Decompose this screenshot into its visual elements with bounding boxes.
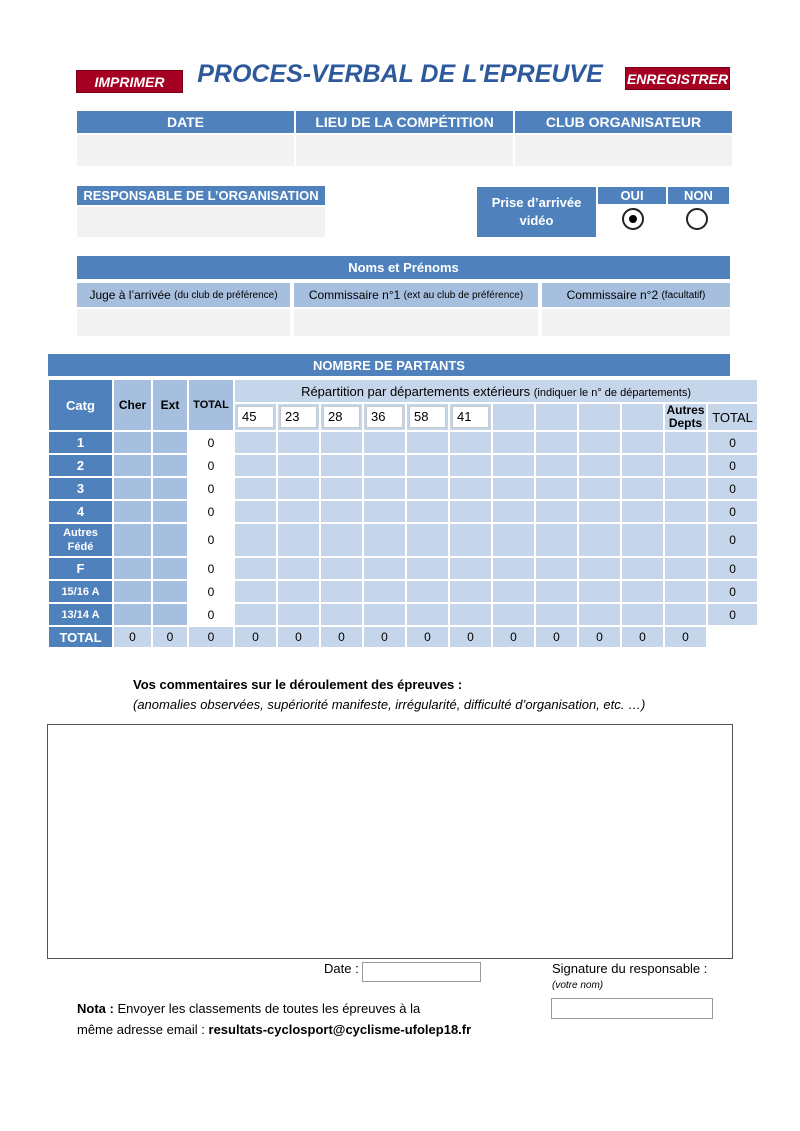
dept-count-cell[interactable] bbox=[664, 523, 707, 557]
dept-input[interactable] bbox=[492, 403, 535, 431]
dept-count-cell[interactable] bbox=[234, 500, 277, 523]
total-cell: 0 bbox=[449, 626, 492, 648]
dept-count-cell[interactable] bbox=[492, 580, 535, 603]
dept-count-cell[interactable] bbox=[277, 454, 320, 477]
dept-count-cell[interactable] bbox=[320, 477, 363, 500]
row-total2-cell: 0 bbox=[707, 431, 758, 454]
row-category: 1 bbox=[48, 431, 113, 454]
row-total-cell: 0 bbox=[188, 454, 234, 477]
repartition-label bbox=[234, 379, 758, 403]
ext-cell[interactable] bbox=[152, 500, 188, 523]
dept-count-cell[interactable] bbox=[406, 500, 449, 523]
dept-input[interactable]: 36 bbox=[366, 406, 403, 428]
col-total: TOTAL bbox=[188, 379, 234, 431]
col-total2: TOTAL bbox=[707, 403, 758, 431]
dept-count-cell[interactable] bbox=[234, 477, 277, 500]
dept-count-cell[interactable] bbox=[535, 523, 578, 557]
dept-count-cell[interactable] bbox=[406, 523, 449, 557]
video-label-line1: Prise d’arrivée bbox=[491, 195, 582, 210]
dept-count-cell[interactable] bbox=[277, 580, 320, 603]
ext-cell[interactable] bbox=[152, 557, 188, 580]
cher-cell[interactable] bbox=[113, 557, 152, 580]
total-cell: 0 bbox=[578, 626, 621, 648]
row-category: 13/14 A bbox=[48, 603, 113, 626]
dept-count-cell[interactable] bbox=[492, 500, 535, 523]
cher-cell[interactable] bbox=[113, 580, 152, 603]
dept-input[interactable]: 45 bbox=[237, 406, 274, 428]
cher-cell[interactable] bbox=[113, 603, 152, 626]
comm1-input[interactable] bbox=[294, 309, 538, 336]
ext-cell[interactable] bbox=[152, 580, 188, 603]
dept-count-cell[interactable] bbox=[449, 500, 492, 523]
row-total2-cell: 0 bbox=[707, 500, 758, 523]
dept-count-cell[interactable] bbox=[535, 431, 578, 454]
total-cell: 0 bbox=[492, 626, 535, 648]
row-total2-cell: 0 bbox=[707, 523, 758, 557]
ext-cell[interactable] bbox=[152, 603, 188, 626]
save-button[interactable]: ENREGISTRER bbox=[625, 67, 730, 90]
comm2-input[interactable] bbox=[542, 309, 730, 336]
video-label bbox=[477, 187, 596, 237]
club-input[interactable] bbox=[515, 135, 732, 166]
dept-count-cell[interactable] bbox=[449, 603, 492, 626]
dept-count-cell[interactable] bbox=[406, 477, 449, 500]
dept-count-cell[interactable] bbox=[277, 500, 320, 523]
row-total2-cell: 0 bbox=[707, 580, 758, 603]
row-total-cell: 0 bbox=[188, 580, 234, 603]
dept-count-cell[interactable] bbox=[621, 454, 664, 477]
row-category: F bbox=[48, 557, 113, 580]
nota-text1: Envoyer les classements de toutes les épreuves à la bbox=[117, 1001, 421, 1016]
footer-date-label: Date : bbox=[324, 961, 359, 976]
col-catg: Catg bbox=[48, 379, 113, 431]
dept-input[interactable] bbox=[578, 403, 621, 431]
dept-count-cell[interactable] bbox=[277, 431, 320, 454]
total-cell: 0 bbox=[152, 626, 188, 648]
dept-count-cell[interactable] bbox=[492, 431, 535, 454]
table-row bbox=[48, 557, 758, 580]
dept-count-cell[interactable] bbox=[363, 603, 406, 626]
dept-count-cell[interactable] bbox=[535, 500, 578, 523]
dept-count-cell[interactable] bbox=[578, 580, 621, 603]
ext-cell[interactable] bbox=[152, 523, 188, 557]
total-row-label: TOTAL bbox=[48, 626, 113, 648]
dept-count-cell[interactable] bbox=[277, 557, 320, 580]
ext-cell[interactable] bbox=[152, 477, 188, 500]
dept-count-cell[interactable] bbox=[320, 431, 363, 454]
dept-count-cell[interactable] bbox=[664, 580, 707, 603]
total-cell: 0 bbox=[113, 626, 152, 648]
video-non-radio[interactable] bbox=[686, 208, 708, 230]
dept-count-cell[interactable] bbox=[320, 500, 363, 523]
dept-count-cell[interactable] bbox=[535, 557, 578, 580]
autres-depts-line1: Autres bbox=[666, 403, 705, 417]
dept-count-cell[interactable] bbox=[621, 500, 664, 523]
dept-count-cell[interactable] bbox=[578, 477, 621, 500]
dept-count-cell[interactable] bbox=[234, 603, 277, 626]
footer-date-input[interactable] bbox=[362, 962, 481, 982]
dept-count-cell[interactable] bbox=[664, 454, 707, 477]
dept-count-cell[interactable] bbox=[621, 557, 664, 580]
total-row bbox=[48, 626, 758, 648]
responsable-header: RESPONSABLE DE L’ORGANISATION bbox=[77, 186, 325, 205]
ext-cell[interactable] bbox=[152, 431, 188, 454]
dept-count-cell[interactable] bbox=[492, 454, 535, 477]
dept-count-cell[interactable] bbox=[363, 580, 406, 603]
dept-input[interactable] bbox=[621, 403, 664, 431]
club-header: CLUB ORGANISATEUR bbox=[515, 111, 732, 133]
row-category: 2 bbox=[48, 454, 113, 477]
total-cell: 0 bbox=[234, 626, 277, 648]
table-row bbox=[48, 431, 758, 454]
dept-count-cell[interactable] bbox=[449, 454, 492, 477]
row-total-cell: 0 bbox=[188, 523, 234, 557]
partants-header: NOMBRE DE PARTANTS bbox=[48, 354, 730, 376]
responsable-input[interactable] bbox=[77, 207, 325, 237]
row-total2-cell: 0 bbox=[707, 454, 758, 477]
row-total-cell: 0 bbox=[188, 431, 234, 454]
date-header: DATE bbox=[77, 111, 294, 133]
dept-input[interactable]: 41 bbox=[452, 406, 489, 428]
nota-label: Nota : bbox=[77, 1001, 114, 1016]
table-row bbox=[48, 477, 758, 500]
signature-note: (votre nom) bbox=[552, 980, 604, 991]
dept-count-cell[interactable] bbox=[621, 477, 664, 500]
signature-input[interactable] bbox=[551, 998, 713, 1019]
nota-block bbox=[77, 998, 471, 1040]
repartition-label-text: Répartition par départements extérieurs bbox=[301, 383, 531, 399]
dept-count-cell[interactable] bbox=[320, 523, 363, 557]
dept-count-cell[interactable] bbox=[621, 580, 664, 603]
total-cell: 0 bbox=[188, 626, 234, 648]
dept-count-cell[interactable] bbox=[277, 477, 320, 500]
dept-input[interactable]: 58 bbox=[409, 406, 446, 428]
cher-cell[interactable] bbox=[113, 523, 152, 557]
comm1-label-text: Commissaire n°1 bbox=[308, 288, 401, 302]
dept-count-cell[interactable] bbox=[578, 500, 621, 523]
row-total2-cell: 0 bbox=[707, 477, 758, 500]
dept-count-cell[interactable] bbox=[406, 431, 449, 454]
dept-count-cell[interactable] bbox=[277, 523, 320, 557]
ext-cell[interactable] bbox=[152, 454, 188, 477]
dept-count-cell[interactable] bbox=[492, 603, 535, 626]
nota-text2: même adresse email : bbox=[77, 1022, 205, 1037]
dept-count-cell[interactable] bbox=[449, 557, 492, 580]
dept-count-cell[interactable] bbox=[492, 523, 535, 557]
cher-cell[interactable] bbox=[113, 477, 152, 500]
dept-count-cell[interactable] bbox=[578, 557, 621, 580]
col-cher: Cher bbox=[113, 379, 152, 431]
total-cell: 0 bbox=[320, 626, 363, 648]
table-row bbox=[48, 523, 758, 557]
comm2-label-note: (facultatif) bbox=[661, 289, 706, 301]
row-category: 15/16 A bbox=[48, 580, 113, 603]
comments-subtitle: (anomalies observées, supériorité manifeste, irrégularité, difficulté d’organisation, etc. …) bbox=[133, 697, 646, 712]
row-category: 4 bbox=[48, 500, 113, 523]
dept-count-cell[interactable] bbox=[320, 580, 363, 603]
dept-count-cell[interactable] bbox=[449, 580, 492, 603]
partants-table bbox=[47, 378, 759, 649]
total-cell: 0 bbox=[406, 626, 449, 648]
dept-count-cell[interactable] bbox=[492, 477, 535, 500]
row-category: 3 bbox=[48, 477, 113, 500]
dept-count-cell[interactable] bbox=[492, 557, 535, 580]
autres-depts-header bbox=[664, 403, 707, 431]
page-title: PROCES-VERBAL DE L'EPREUVE bbox=[197, 60, 603, 88]
dept-input[interactable]: 23 bbox=[280, 406, 317, 428]
dept-count-cell[interactable] bbox=[363, 477, 406, 500]
non-header: NON bbox=[668, 187, 729, 204]
comm1-label-note: (ext au club de préférence) bbox=[403, 289, 524, 301]
col-ext: Ext bbox=[152, 379, 188, 431]
video-label-line2: vidéo bbox=[519, 213, 554, 228]
dept-count-cell[interactable] bbox=[406, 603, 449, 626]
dept-count-cell[interactable] bbox=[363, 557, 406, 580]
table-row bbox=[48, 603, 758, 626]
dept-count-cell[interactable] bbox=[363, 500, 406, 523]
dept-count-cell[interactable] bbox=[535, 603, 578, 626]
dept-count-cell[interactable] bbox=[449, 477, 492, 500]
dept-count-cell[interactable] bbox=[578, 523, 621, 557]
total-cell: 0 bbox=[277, 626, 320, 648]
dept-count-cell[interactable] bbox=[277, 603, 320, 626]
dept-count-cell[interactable] bbox=[234, 580, 277, 603]
comm2-label bbox=[542, 283, 730, 307]
dept-count-cell[interactable] bbox=[320, 603, 363, 626]
total-cell: 0 bbox=[664, 626, 707, 648]
juge-label-text: Juge à l’arrivée bbox=[89, 288, 171, 302]
dept-count-cell[interactable] bbox=[406, 580, 449, 603]
dept-input[interactable] bbox=[535, 403, 578, 431]
comments-textarea[interactable] bbox=[47, 724, 733, 959]
cher-cell[interactable] bbox=[113, 500, 152, 523]
row-total2-cell: 0 bbox=[707, 603, 758, 626]
officials-header: Noms et Prénoms bbox=[77, 256, 730, 279]
juge-label-note: (du club de préférence) bbox=[174, 289, 278, 301]
cher-cell[interactable] bbox=[113, 454, 152, 477]
dept-count-cell[interactable] bbox=[578, 454, 621, 477]
total-cell: 0 bbox=[621, 626, 664, 648]
dept-count-cell[interactable] bbox=[664, 603, 707, 626]
signature-label: Signature du responsable : bbox=[552, 961, 708, 976]
dept-count-cell[interactable] bbox=[234, 557, 277, 580]
row-total-cell: 0 bbox=[188, 557, 234, 580]
date-input[interactable] bbox=[77, 135, 294, 166]
lieu-input[interactable] bbox=[296, 135, 513, 166]
autres-depts-line2: Depts bbox=[668, 416, 703, 430]
dept-count-cell[interactable] bbox=[578, 603, 621, 626]
total-cell: 0 bbox=[535, 626, 578, 648]
row-category: Autres Fédé bbox=[48, 523, 113, 557]
dept-count-cell[interactable] bbox=[234, 523, 277, 557]
juge-label bbox=[77, 283, 290, 307]
dept-count-cell[interactable] bbox=[664, 431, 707, 454]
juge-input[interactable] bbox=[77, 309, 290, 336]
comments-title: Vos commentaires sur le déroulement des épreuves : bbox=[133, 677, 463, 692]
dept-count-cell[interactable] bbox=[363, 454, 406, 477]
oui-header: OUI bbox=[598, 187, 666, 204]
dept-count-cell[interactable] bbox=[406, 557, 449, 580]
dept-count-cell[interactable] bbox=[320, 557, 363, 580]
table-row bbox=[48, 500, 758, 523]
comm2-label-text: Commissaire n°2 bbox=[566, 288, 659, 302]
dept-count-cell[interactable] bbox=[363, 523, 406, 557]
dept-count-cell[interactable] bbox=[234, 431, 277, 454]
table-row bbox=[48, 454, 758, 477]
comm1-label bbox=[294, 283, 538, 307]
row-total-cell: 0 bbox=[188, 477, 234, 500]
print-button[interactable]: IMPRIMER bbox=[76, 70, 183, 93]
dept-count-cell[interactable] bbox=[621, 603, 664, 626]
dept-count-cell[interactable] bbox=[535, 580, 578, 603]
dept-count-cell[interactable] bbox=[363, 431, 406, 454]
lieu-header: LIEU DE LA COMPÉTITION bbox=[296, 111, 513, 133]
dept-input[interactable]: 28 bbox=[323, 406, 360, 428]
total-cell: 0 bbox=[363, 626, 406, 648]
dept-count-cell[interactable] bbox=[535, 454, 578, 477]
dept-count-cell[interactable] bbox=[449, 431, 492, 454]
row-total-cell: 0 bbox=[188, 603, 234, 626]
cher-cell[interactable] bbox=[113, 431, 152, 454]
dept-count-cell[interactable] bbox=[664, 500, 707, 523]
dept-count-cell[interactable] bbox=[320, 454, 363, 477]
row-total-cell: 0 bbox=[188, 500, 234, 523]
table-row bbox=[48, 580, 758, 603]
dept-count-cell[interactable] bbox=[449, 523, 492, 557]
dept-count-cell[interactable] bbox=[406, 454, 449, 477]
dept-count-cell[interactable] bbox=[578, 431, 621, 454]
dept-count-cell[interactable] bbox=[234, 454, 277, 477]
row-total2-cell: 0 bbox=[707, 557, 758, 580]
dept-count-cell[interactable] bbox=[664, 557, 707, 580]
dept-count-cell[interactable] bbox=[621, 431, 664, 454]
dept-count-cell[interactable] bbox=[535, 477, 578, 500]
nota-email[interactable]: resultats-cyclosport@cyclisme-ufolep18.fr bbox=[208, 1022, 472, 1037]
dept-count-cell[interactable] bbox=[664, 477, 707, 500]
repartition-label-note: (indiquer le n° de départements) bbox=[533, 386, 692, 399]
video-oui-radio[interactable] bbox=[622, 208, 644, 230]
dept-count-cell[interactable] bbox=[621, 523, 664, 557]
